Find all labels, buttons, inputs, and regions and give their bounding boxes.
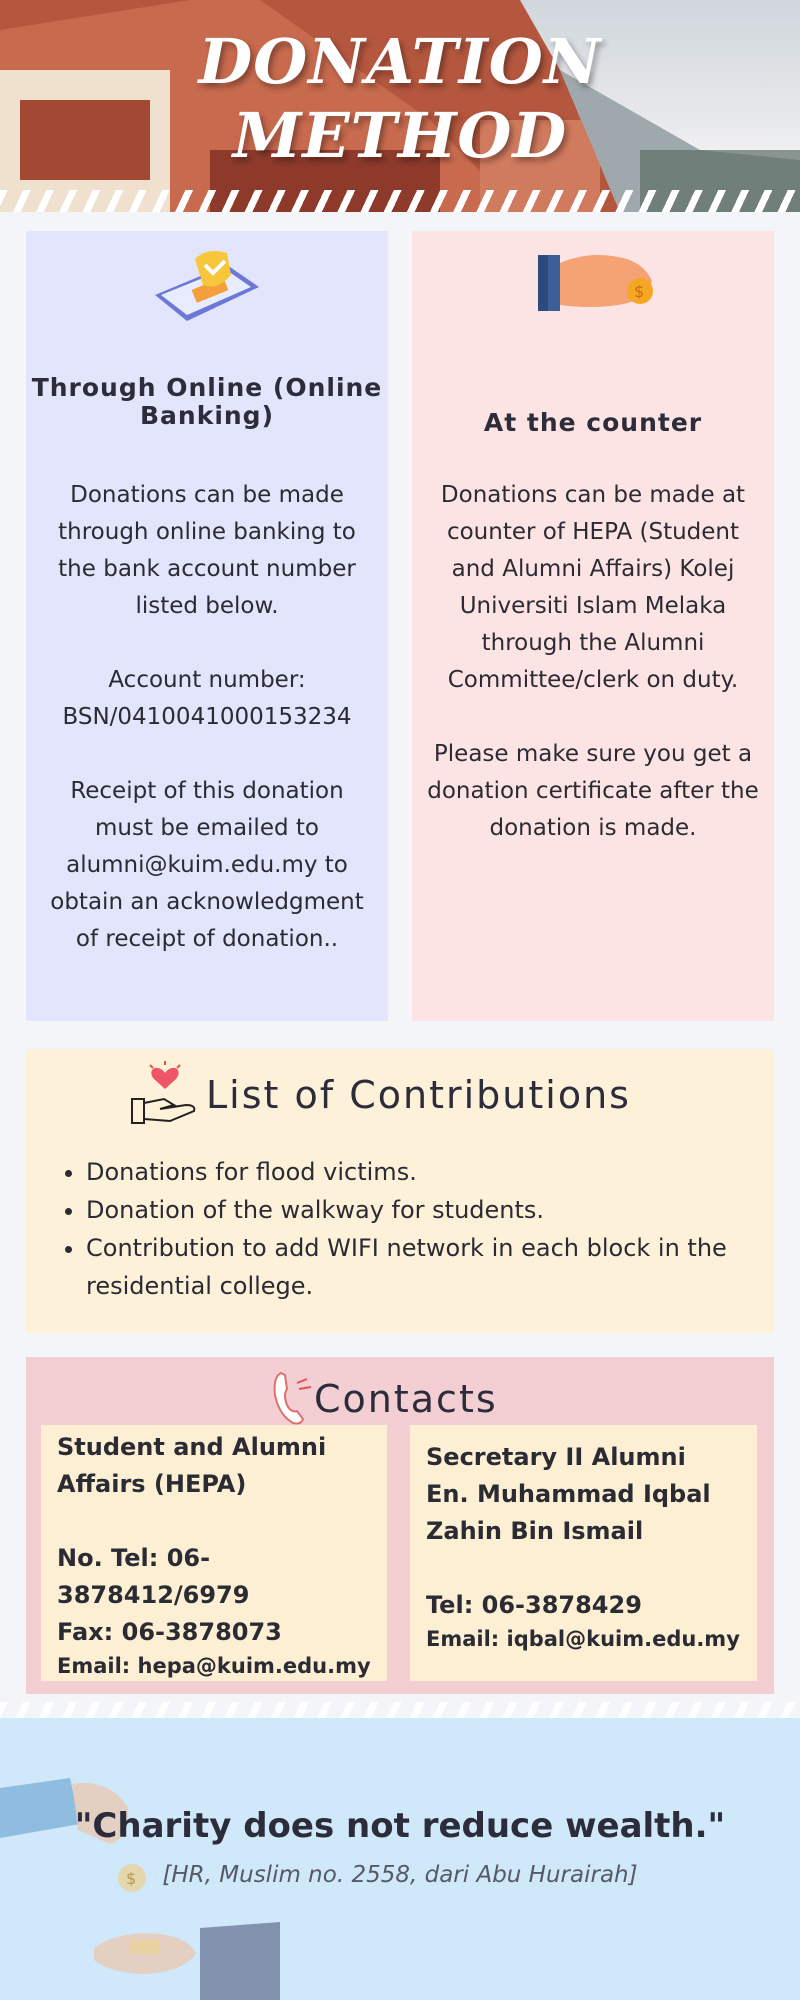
list-item: • Donations for flood victims. [86, 1153, 766, 1191]
secretary-email[interactable]: Email: iqbal@kuim.edu.my [426, 1627, 740, 1651]
counter-paragraph-1: Donations can be made at counter of HEPA (Student and Alumni Affairs) Kolej Universiti Islam Melaka through the Alumni Committee/clerk on duty. [440, 482, 746, 693]
secretary-tel: Tel: 06-3878429 [426, 1591, 642, 1619]
telephone-icon [271, 1369, 315, 1425]
online-account-number: Account number: BSN/0410041000153234 [62, 667, 352, 730]
secretary-role: Secretary II Alumni [426, 1443, 686, 1471]
secretary-name: En. Muhammad Iqbal Zahin Bin Ismail [426, 1480, 711, 1545]
hero-title-line2: METHOD [232, 99, 568, 172]
hepa-contact-card [41, 1425, 387, 1681]
contacts-title: Contacts [314, 1377, 498, 1421]
online-paragraph-1: Donations can be made through online banking to the bank account number listed below. [58, 482, 356, 619]
online-banking-card [26, 231, 388, 1021]
contributions-section [26, 1049, 774, 1333]
online-paragraph-3: Receipt of this donation must be emailed to alumni@kuim.edu.my to obtain an acknowledgment of receipt of donation.. [50, 778, 364, 952]
counter-paragraph-2: Please make sure you get a donation certificate after the donation is made. [427, 741, 759, 841]
heart-hand-icon [130, 1059, 200, 1125]
hand-coin-icon [518, 243, 668, 323]
hepa-name: Student and Alumni Affairs (HEPA) [57, 1433, 327, 1498]
counter-title: At the counter [483, 408, 703, 437]
svg-text:$: $ [634, 282, 645, 301]
contributions-list [86, 1153, 766, 1305]
list-item: • Donation of the walkway for students. [86, 1191, 766, 1229]
svg-text:$: $ [126, 1869, 137, 1888]
receiving-hand-icon [90, 1918, 290, 2000]
hero-title-line1: DONATION [198, 25, 602, 98]
list-item: • Contribution to add WIFI network in each block in the residential college. [86, 1229, 766, 1305]
quote-section [0, 1718, 800, 2000]
stripe-divider [0, 190, 800, 212]
hepa-email[interactable]: Email: hepa@kuim.edu.my [57, 1654, 371, 1678]
counter-card [412, 231, 774, 1021]
secretary-contact-card [410, 1425, 757, 1681]
hepa-tel: No. Tel: 06-3878412/6979 [57, 1544, 250, 1609]
giving-hand-coin-icon [0, 1778, 160, 1918]
online-title: Through Online (Online Banking) [31, 373, 383, 430]
contributions-title: List of Contributions [206, 1073, 631, 1117]
hero-banner [0, 0, 800, 212]
contacts-section [26, 1357, 774, 1694]
quote-text: "Charity does not reduce wealth." [74, 1806, 726, 1846]
phone-payment-shield-icon [147, 243, 267, 333]
quote-source: [HR, Muslim no. 2558, dari Abu Hurairah] [162, 1862, 638, 1888]
hepa-fax: Fax: 06-3878073 [57, 1618, 282, 1646]
